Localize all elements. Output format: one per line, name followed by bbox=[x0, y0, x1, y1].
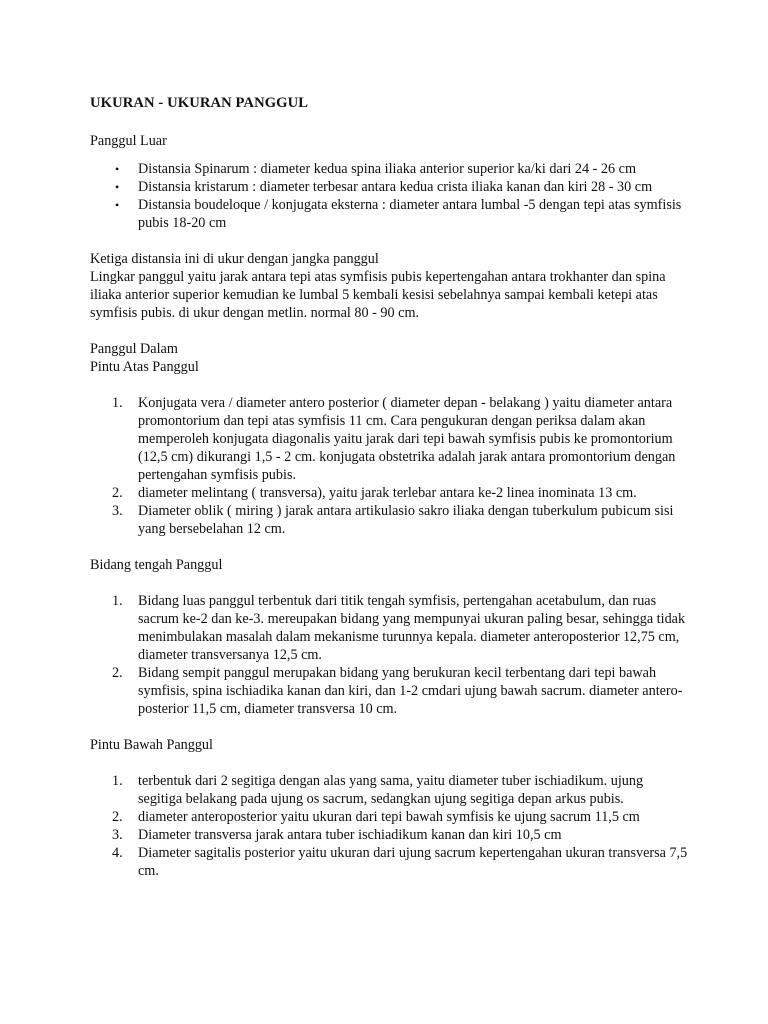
paragraph: Ketiga distansia ini di ukur dengan jangka panggul bbox=[90, 251, 379, 267]
numbered-list-pintu-atas bbox=[90, 394, 690, 538]
list-number: 3. bbox=[112, 827, 123, 843]
list-item-text: diameter anteroposterior yaitu ukuran dari tepi bawah symfisis ke ujung sacrum 11,5 cm bbox=[138, 809, 640, 825]
list-item-text: Bidang luas panggul terbentuk dari titik tengah symfisis, pertengahan acetabulum, dan ruas sacrum ke-2 dan ke-3. mereupakan bidang yang mempunyai ukuran paling besar, sehingga tidak menimbulakan masalah dalam mekanisme turunnya kepala. diameter anteroposterior 12,75 cm, diameter transversanya 12,5 cm. bbox=[138, 593, 686, 663]
list-item-text: Konjugata vera / diameter antero posterior ( diameter depan - belakang ) yaitu diameter antara promontorium dan tepi atas symfisis 11 cm. Cara pengukuran dengan periksa dalam akan memperoleh konjugata diagonalis yaitu jarak dari tepi bawah symfisis pubis ke promontorium (12,5 cm) dikurangi 1,5 - 2 cm. konjugata obstetrika adalah jarak antara promontorium dengan pertengahan symfisis pubis. bbox=[138, 395, 676, 483]
list-item-text: diameter melintang ( transversa), yaitu jarak terlebar antara ke-2 linea inominata 13 cm. bbox=[138, 485, 637, 501]
numbered-list-bidang-tengah bbox=[90, 592, 690, 718]
list-item bbox=[90, 502, 690, 538]
list-number: 4. bbox=[112, 845, 123, 861]
section-heading-bidang-tengah: Bidang tengah Panggul bbox=[90, 557, 223, 573]
bullet-icon: • bbox=[115, 162, 120, 176]
list-item-text: Bidang sempit panggul merupakan bidang yang berukuran kecil terbentang dari tepi bawah symfisis, spina ischiadika kanan dan kiri, dan 1-2 cmdari ujung bawah sacrum. diameter antero-posterior 11,5 cm, diameter transversa 10 cm. bbox=[138, 665, 683, 717]
section-subheading-pintu-atas: Pintu Atas Panggul bbox=[90, 359, 199, 375]
list-item-text: Distansia boudeloque / konjugata eksterna : diameter antara lumbal -5 dengan tepi atas symfisis pubis 18-20 cm bbox=[138, 197, 682, 231]
list-item bbox=[90, 394, 690, 484]
list-item-text: Diameter oblik ( miring ) jarak antara artikulasio sakro iliaka dengan tuberkulum pubicum sisi yang bersebelahan 12 cm. bbox=[138, 503, 674, 537]
numbered-list-pintu-bawah bbox=[90, 772, 690, 880]
spacer bbox=[90, 574, 690, 592]
spacer bbox=[90, 754, 690, 772]
list-item bbox=[90, 592, 690, 664]
list-item bbox=[90, 196, 690, 232]
list-item bbox=[90, 772, 690, 808]
section-heading-panggul-dalam: Panggul Dalam bbox=[90, 341, 178, 357]
spacer bbox=[90, 376, 690, 394]
bullet-icon: • bbox=[115, 198, 120, 212]
list-item bbox=[90, 664, 690, 718]
list-item bbox=[90, 808, 690, 826]
list-item-text: Distansia Spinarum : diameter kedua spina iliaka anterior superior ka/ki dari 24 - 26 cm bbox=[138, 161, 636, 177]
list-item-text: Diameter transversa jarak antara tuber ischiadikum kanan dan kiri 10,5 cm bbox=[138, 827, 562, 843]
list-item-text: terbentuk dari 2 segitiga dengan alas yang sama, yaitu diameter tuber ischiadikum. ujung segitiga belakang pada ujung os sacrum, sedangkan ujung segitiga depan arkus pubis. bbox=[138, 773, 644, 807]
document-body bbox=[90, 94, 690, 880]
spacer bbox=[90, 232, 690, 250]
spacer bbox=[90, 718, 690, 736]
spacer bbox=[90, 322, 690, 340]
list-number: 1. bbox=[112, 773, 123, 789]
section-heading-pintu-bawah: Pintu Bawah Panggul bbox=[90, 737, 213, 753]
list-number: 2. bbox=[112, 485, 123, 501]
list-number: 1. bbox=[112, 395, 123, 411]
list-item bbox=[90, 844, 690, 880]
bullet-icon: • bbox=[115, 180, 120, 194]
list-item-text: Distansia kristarum : diameter terbesar antara kedua crista iliaka kanan dan kiri 28 - 30 cm bbox=[138, 179, 653, 195]
list-item-text: Diameter sagitalis posterior yaitu ukuran dari ujung sacrum kepertengahan ukuran transversa 7,5 cm. bbox=[138, 845, 688, 879]
spacer bbox=[90, 150, 690, 160]
list-item bbox=[90, 484, 690, 502]
list-item bbox=[90, 178, 690, 196]
list-item bbox=[90, 826, 690, 844]
page-title: UKURAN - UKURAN PANGGUL bbox=[90, 95, 309, 111]
list-number: 2. bbox=[112, 665, 123, 681]
list-number: 2. bbox=[112, 809, 123, 825]
section-heading-panggul-luar: Panggul Luar bbox=[90, 133, 167, 149]
bullet-list-panggul-luar bbox=[90, 160, 690, 232]
list-item bbox=[90, 160, 690, 178]
spacer bbox=[90, 538, 690, 556]
list-number: 3. bbox=[112, 503, 123, 519]
paragraph: Lingkar panggul yaitu jarak antara tepi atas symfisis pubis kepertengahan antara trokhanter dan spina iliaka anterior superior kemudian ke lumbal 5 kembali kesisi sebelahnya sampai kembali ketepi atas symfisis pubis. di ukur dengan metlin. normal 80 - 90 cm. bbox=[90, 269, 666, 321]
list-number: 1. bbox=[112, 593, 123, 609]
